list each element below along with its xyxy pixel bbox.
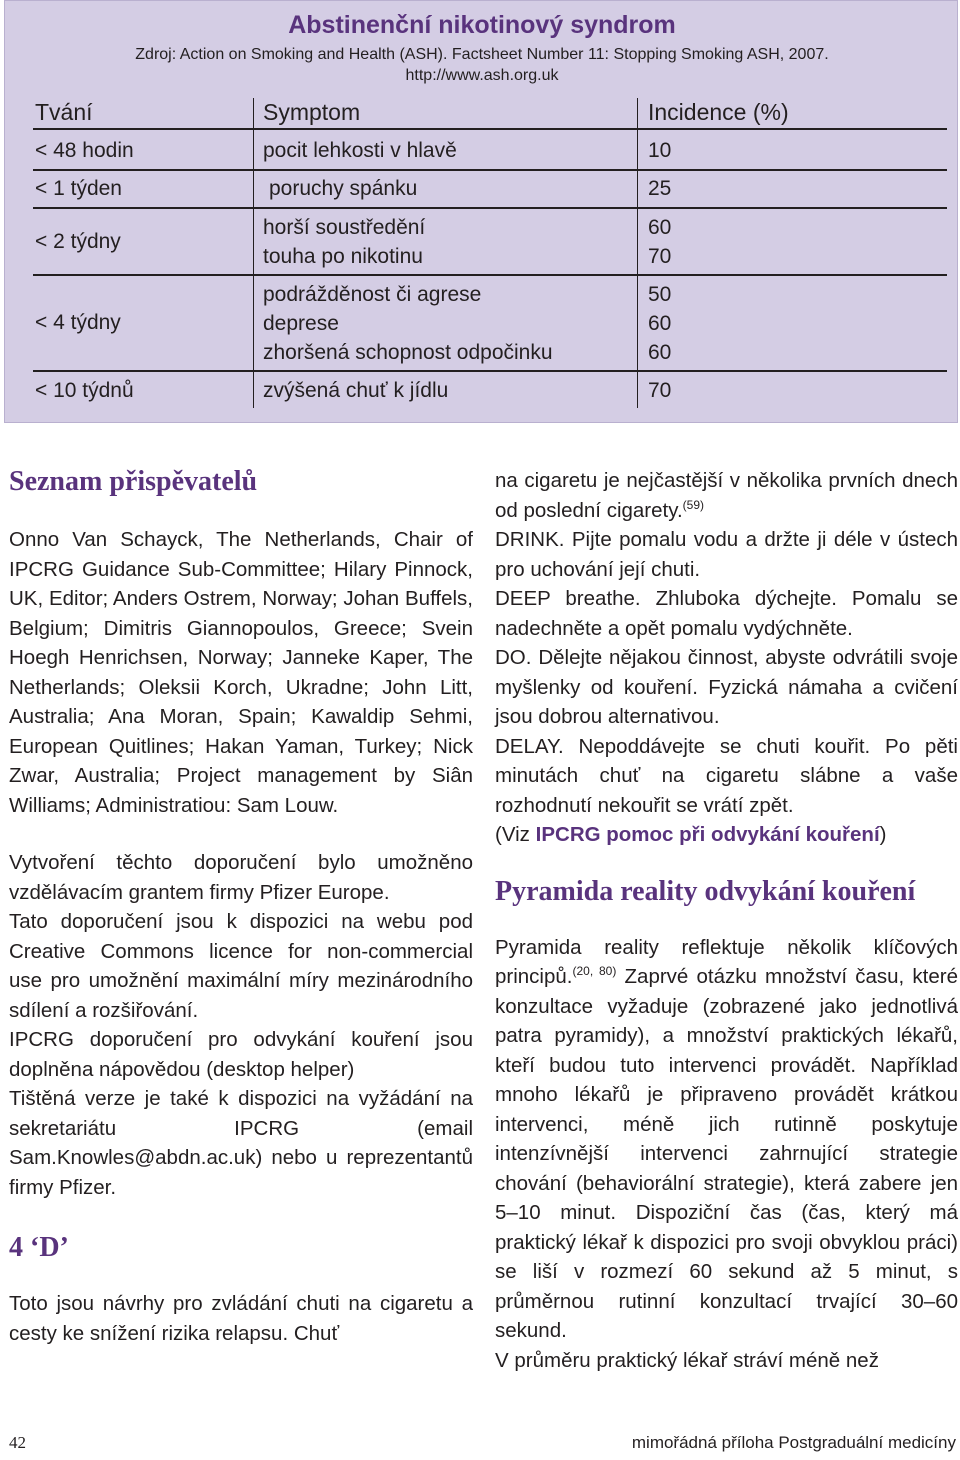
pyramid-heading: Pyramida reality odvykání kouření bbox=[495, 875, 916, 907]
row-symptom: deprese bbox=[263, 312, 339, 335]
row-incidence: 60 bbox=[648, 341, 672, 364]
paragraph: Tato doporučení jsou k dispozici na webu pod Creative Commons licence for non-commercial use pro umožnění maximální míry mezinárodního sdílení a rozšiřování. bbox=[9, 910, 473, 1022]
tip-do: DO. Dělejte nějakou činnost, abyste odvrátili svoje myšlenky od kouření. Fyzická námaha a cvičení jsou dobrou alternativou. bbox=[495, 646, 958, 728]
withdrawal-syndrome-box bbox=[4, 0, 958, 423]
row-symptom: zvýšená chuť k jídlu bbox=[263, 379, 449, 402]
row-symptom: podrážděnost či agrese bbox=[263, 283, 482, 306]
header-incidence: Incidence (%) bbox=[648, 99, 789, 125]
table-rule bbox=[33, 370, 947, 372]
row-duration: < 2 týdny bbox=[35, 230, 121, 253]
row-duration: < 1 týden bbox=[35, 177, 122, 200]
ipcrg-link[interactable]: IPCRG pomoc při odvykání kouření bbox=[535, 823, 880, 846]
page-number: 42 bbox=[9, 1433, 26, 1452]
right-column bbox=[495, 466, 958, 1375]
contributors-text: Onno Van Schayck, The Netherlands, Chair of IPCRG Guidance Sub-Committee; Hilary Pinnock, UK, Editor; Anders Ostrem, Norway; Johan Buffels, Belgium; Dimitris Giannopoulos, Greece; Svein Hoegh Henrichsen, Norway; Janneke Kaper, The Netherlands; Oleksii Korch, Ukradne; John Litt, Australia; Ana Moran, Spain; Kawaldip Sehmi, European Quitlines; Hakan Yaman, Turkey; Nick Zwar, Australia; Project management by Siân Williams; Administratiou: Sam Louw. bbox=[9, 528, 473, 817]
publication-name: mimořádná příloha Postgraduální medicíny bbox=[631, 1433, 956, 1452]
row-symptom: pocit lehkosti v hlavě bbox=[263, 139, 457, 162]
paragraph: Toto jsou návrhy pro zvládání chuti na cigaretu a cesty ke snížení rizika relapsu. Chuť bbox=[9, 1292, 473, 1345]
four-d-heading: 4 ‘D’ bbox=[9, 1232, 69, 1263]
row-incidence: 70 bbox=[648, 379, 672, 402]
paragraph: IPCRG doporučení pro odvykání kouření jsou doplněna nápovědou (desktop helper) bbox=[9, 1028, 473, 1081]
column-divider bbox=[637, 98, 638, 408]
row-incidence: 60 bbox=[648, 216, 672, 239]
paragraph: Tištěná verze je také k dispozici na vyžádání na sekretariátu IPCRG (email Sam.Knowles@abdn.ac.uk) nebo u reprezentantů firmy Pfizer. bbox=[9, 1087, 473, 1199]
table-rule bbox=[33, 274, 947, 276]
row-symptom: touha po nikotinu bbox=[263, 245, 423, 268]
paragraph: Vytvoření těchto doporučení bylo umožněno vzdělávacím grantem firmy Pfizer Europe. bbox=[9, 851, 473, 904]
row-symptom: poruchy spánku bbox=[269, 177, 418, 200]
table-rule bbox=[33, 128, 947, 130]
box-title: Abstinenční nikotinový syndrom bbox=[288, 11, 676, 39]
row-incidence: 60 bbox=[648, 312, 672, 335]
paragraph: Pyramida reality reflektuje několik klíčových principů.$^{(20, 80)}$ Zaprvé otázku množství času, které konzultace vyžaduje (zobrazené jako jednotlivá patra pyramidy), a množství praktických lékařů, kteří budou tuto intervenci provádět. Například mnoho lékařů je připraveno provádět krátkou intervenci, méně jich rutinně poskytuje intenzívnější intervenci zahrnující strategie chování (behaviorální strategie), která zabere jen 5–10 minut. Dispoziční čas (čas, který má praktický lékař k dispozici pro svoji obvyklou práci) se liší v rozmezí 60 sekund až 5 minut, s průměrnou rutinní konzultací trvající 30–60 sekund. bbox=[495, 935, 958, 1342]
left-column bbox=[9, 466, 473, 1348]
row-duration: < 4 týdny bbox=[35, 311, 121, 334]
tip-drink: DRINK. Pijte pomalu vodu a držte ji déle v ústech pro uchování její chuti. bbox=[495, 528, 958, 581]
row-incidence: 25 bbox=[648, 177, 672, 200]
row-duration: < 10 týdnů bbox=[35, 379, 134, 402]
tip-delay: DELAY. Nepoddávejte se chuti kouřit. Po pěti minutách chuť na cigaretu slábne a vaše rozhodnutí nekouřit se vrátí zpět. bbox=[495, 734, 958, 817]
row-symptom: horší soustředění bbox=[263, 216, 426, 239]
table-rule bbox=[33, 207, 947, 209]
contributors-heading: Seznam přispěvatelů bbox=[9, 466, 258, 497]
row-duration: < 48 hodin bbox=[35, 139, 134, 162]
table-rule bbox=[33, 169, 947, 171]
row-incidence: 50 bbox=[648, 283, 672, 306]
paragraph: V průměru praktický lékař stráví méně než bbox=[495, 1348, 879, 1372]
tip-deep-breathe: DEEP breathe. Zhluboka dýchejte. Pomalu se nadechněte a opět pomalu vydýchněte. bbox=[495, 587, 958, 640]
row-incidence: 70 bbox=[648, 245, 672, 268]
column-divider bbox=[253, 98, 254, 408]
header-duration: Tvání bbox=[35, 99, 93, 125]
header-symptom: Symptom bbox=[263, 99, 361, 125]
row-incidence: 10 bbox=[648, 139, 672, 162]
row-symptom: zhoršená schopnost odpočinku bbox=[263, 341, 553, 364]
paragraph: na cigaretu je nejčastější v několika prvních dnech od poslední cigarety.$^{(59)}$ bbox=[495, 469, 958, 522]
see-also: (Viz IPCRG pomoc při odvykání kouření) bbox=[495, 823, 887, 846]
source-url: http://www.ash.org.uk bbox=[405, 67, 559, 84]
source-line: Zdroj: Action on Smoking and Health (ASH). Factsheet Number 11: Stopping Smoking ASH, 2007. bbox=[135, 46, 829, 63]
